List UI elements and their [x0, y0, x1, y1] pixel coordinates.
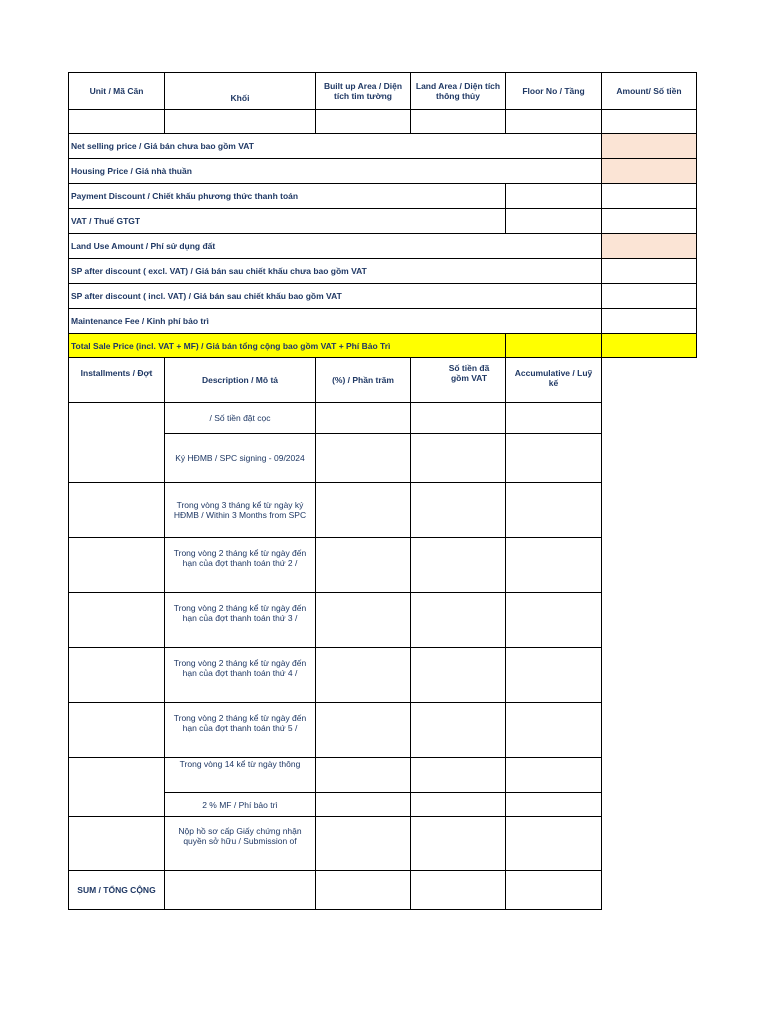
- installment-accumulative-2[interactable]: [505, 433, 602, 483]
- installment-amount-4[interactable]: [410, 537, 506, 593]
- installment-accumulative-6[interactable]: [505, 647, 602, 703]
- maintenance-fee-label: Maintenance Fee / Kinh phí bảo trì: [68, 308, 602, 334]
- housing-price-amount[interactable]: [601, 158, 697, 184]
- net-selling-price-amount[interactable]: [601, 133, 697, 159]
- net-selling-price-label: Net selling price / Giá bán chưa bao gồm VAT: [68, 133, 602, 159]
- installment-accumulative-7[interactable]: [505, 702, 602, 758]
- installment-description-2: Ký HĐMB / SPC signing - 09/2024: [164, 433, 316, 483]
- total-sale-price-amount[interactable]: [601, 333, 697, 358]
- installment-cell-8[interactable]: [68, 816, 165, 871]
- header-accumulative: Accumulative / Luỹ kế: [505, 357, 602, 403]
- sp-incl-vat-label: SP after discount ( incl. VAT) / Giá bán sau chiết khấu bao gồm VAT: [68, 283, 602, 309]
- header-installments: Installments / Đợt: [68, 357, 165, 403]
- header-unit: Unit / Mã Căn: [68, 72, 165, 110]
- land-area-value-cell[interactable]: [410, 109, 506, 134]
- installment-amount-1[interactable]: [410, 402, 506, 434]
- header-block: Khối: [164, 72, 316, 110]
- installment-accumulative-5[interactable]: [505, 592, 602, 648]
- installment-description-1: / Số tiền đặt cọc: [164, 402, 316, 434]
- sp-incl-vat-amount[interactable]: [601, 283, 697, 309]
- installment-cell-7[interactable]: [68, 757, 165, 817]
- installment-cell-5[interactable]: [68, 647, 165, 703]
- installment-accumulative-9[interactable]: [505, 792, 602, 817]
- installment-description-9: 2 % MF / Phí bảo trì: [164, 792, 316, 817]
- installment-amount-10[interactable]: [410, 816, 506, 871]
- installment-percent-6[interactable]: [315, 647, 411, 703]
- sum-label: SUM / TỔNG CỘNG: [68, 870, 165, 910]
- installment-description-7: Trong vòng 2 tháng kể từ ngày đến hạn của đợt thanh toán thứ 5 /: [164, 702, 316, 758]
- installment-description-3: Trong vòng 3 tháng kể từ ngày ký HĐMB / Within 3 Months from SPC: [164, 482, 316, 538]
- total-sale-price-floor-cell[interactable]: [505, 333, 602, 358]
- installment-cell-2[interactable]: [68, 482, 165, 538]
- header-amount: Amount/ Số tiền: [601, 72, 697, 110]
- installment-description-10: Nộp hồ sơ cấp Giấy chứng nhận quyền sở hữu / Submission of: [164, 816, 316, 871]
- vat-amount[interactable]: [601, 208, 697, 234]
- installment-cell-4[interactable]: [68, 592, 165, 648]
- installment-accumulative-8[interactable]: [505, 757, 602, 793]
- installment-percent-3[interactable]: [315, 482, 411, 538]
- payment-discount-amount[interactable]: [601, 183, 697, 209]
- amount-value-cell[interactable]: [601, 109, 697, 134]
- block-value-cell[interactable]: [164, 109, 316, 134]
- installment-amount-5[interactable]: [410, 592, 506, 648]
- unit-value-cell[interactable]: [68, 109, 165, 134]
- land-use-amount-value[interactable]: [601, 233, 697, 259]
- header-land-area: Land Area / Diện tích thông thủy: [410, 72, 506, 110]
- header-floor: Floor No / Tầng: [505, 72, 602, 110]
- sum-percent[interactable]: [315, 870, 411, 910]
- installment-description-5: Trong vòng 2 tháng kể từ ngày đến hạn của đợt thanh toán thứ 3 /: [164, 592, 316, 648]
- header-built-up-area: Built up Area / Diện tích tim tường: [315, 72, 411, 110]
- built-up-area-value-cell[interactable]: [315, 109, 411, 134]
- installment-percent-10[interactable]: [315, 816, 411, 871]
- sum-amount[interactable]: [410, 870, 506, 910]
- total-sale-price-label: Total Sale Price (incl. VAT + MF) / Giá bán tổng cộng bao gồm VAT + Phí Bảo Trì: [68, 333, 506, 358]
- installment-accumulative-1[interactable]: [505, 402, 602, 434]
- payment-discount-floor-cell[interactable]: [505, 183, 602, 209]
- installment-accumulative-10[interactable]: [505, 816, 602, 871]
- maintenance-fee-amount[interactable]: [601, 308, 697, 334]
- vat-floor-cell[interactable]: [505, 208, 602, 234]
- sp-excl-vat-label: SP after discount ( excl. VAT) / Giá bán sau chiết khấu chưa bao gồm VAT: [68, 258, 602, 284]
- sum-accumulative[interactable]: [505, 870, 602, 910]
- installment-accumulative-4[interactable]: [505, 537, 602, 593]
- installment-amount-8[interactable]: [410, 757, 506, 793]
- installment-description-4: Trong vòng 2 tháng kể từ ngày đến hạn của đợt thanh toán thứ 2 /: [164, 537, 316, 593]
- header-installment-amount: Số tiền đã gồm VAT: [410, 357, 506, 403]
- installment-percent-7[interactable]: [315, 702, 411, 758]
- housing-price-label: Housing Price / Giá nhà thuần: [68, 158, 602, 184]
- installment-description-8: Trong vòng 14 kể từ ngày thông: [164, 757, 316, 793]
- installment-amount-7[interactable]: [410, 702, 506, 758]
- header-description: Description / Mô tả: [164, 357, 316, 403]
- installment-description-6: Trong vòng 2 tháng kể từ ngày đến hạn của đợt thanh toán thứ 4 /: [164, 647, 316, 703]
- installment-amount-6[interactable]: [410, 647, 506, 703]
- installment-cell-1[interactable]: [68, 402, 165, 483]
- installment-percent-9[interactable]: [315, 792, 411, 817]
- installment-accumulative-3[interactable]: [505, 482, 602, 538]
- installment-cell-3[interactable]: [68, 537, 165, 593]
- installment-percent-1[interactable]: [315, 402, 411, 434]
- sp-excl-vat-amount[interactable]: [601, 258, 697, 284]
- installment-amount-2[interactable]: [410, 433, 506, 483]
- installment-amount-3[interactable]: [410, 482, 506, 538]
- installment-amount-9[interactable]: [410, 792, 506, 817]
- land-use-amount-label: Land Use Amount / Phí sử dụng đất: [68, 233, 602, 259]
- vat-label: VAT / Thuế GTGT: [68, 208, 506, 234]
- sum-description-cell[interactable]: [164, 870, 316, 910]
- installment-percent-5[interactable]: [315, 592, 411, 648]
- installment-cell-6[interactable]: [68, 702, 165, 758]
- installment-percent-4[interactable]: [315, 537, 411, 593]
- installment-percent-2[interactable]: [315, 433, 411, 483]
- header-percent: (%) / Phần trăm: [315, 357, 411, 403]
- installment-percent-8[interactable]: [315, 757, 411, 793]
- payment-discount-label: Payment Discount / Chiết khấu phương thức thanh toán: [68, 183, 506, 209]
- floor-value-cell[interactable]: [505, 109, 602, 134]
